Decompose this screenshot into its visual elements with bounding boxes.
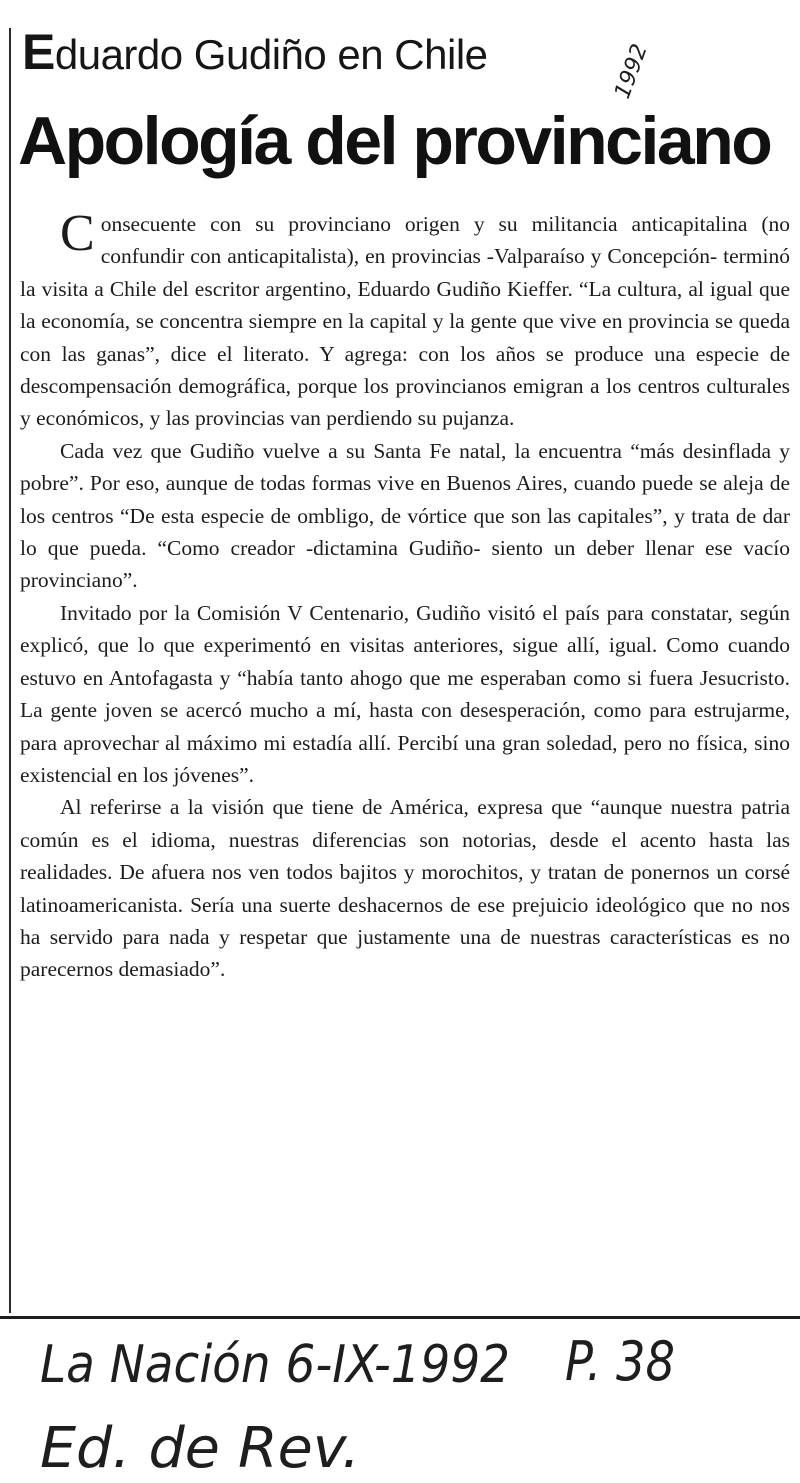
handwritten-source-notes: [0, 1322, 800, 1483]
kicker-text: duardo Gudiño en Chile: [54, 31, 488, 78]
handwritten-source-line: La Nación 6-IX-1992: [40, 1335, 510, 1395]
clipping-bottom-edge: [0, 1316, 800, 1319]
article-body: [20, 205, 790, 986]
left-border-rule: [9, 28, 11, 1313]
drop-cap: C: [60, 205, 95, 262]
paragraph-3: Invitado por la Comisión V Centenario, Gudiño visitó el país para constatar, según explicó, que lo que experimentó en visitas anteriores, sigue allí, igual. Como cuando estuvo en Antofagasta y “había tanto ahogo que me esperaban como si fuera Jesucristo. La gente joven se acercó mucho a mí, hasta con desesperación, como para estrujarme, para aprovechar al máximo mi estadía allí. Percibí una gran soledad, pero no física, sino existencial en los jóvenes”.: [20, 600, 790, 787]
paragraph-1: [20, 205, 790, 435]
paragraph-4: Al referirse a la visión que tiene de América, expresa que “aunque nuestra patria común es el idioma, nuestras diferencias son notorias, desde el acento hasta las realidades. De afuera nos ven todos bajitos y morochitos, y tratan de ponernos un corsé latinoamericanista. Sería una suerte deshacernos de ese prejuicio ideológico que no nos ha servido para nada y respetar que justamente una de nuestras características es no parecernos demasiado”.: [20, 795, 790, 982]
headline: Apología del provinciano: [18, 103, 771, 179]
kicker-initial: E: [22, 24, 55, 80]
paragraph-1-text: onsecuente con su provinciano origen y su militancia anticapitalina (no confundir con anticapitalista), en provincias -Valparaíso y Concepción- terminó la visita a Chile del escritor argentino, Eduardo Gudiño Kieffer. “La cultura, al igual que la economía, se concentra siempre en la capital y la gente que vive en provincia se queda con las ganas”, dice el literato. Y agrega: con los años se produce una especie de descompensación demográfica, porque los provincianos emigran a los centros culturales y económicos, y las provincias van perdiendo su pujanza.: [20, 212, 790, 431]
year-scribble-text: 1992: [610, 40, 653, 103]
handwritten-page-ref: P. 38: [565, 1330, 675, 1393]
paragraph-2: Cada vez que Gudiño vuelve a su Santa Fe natal, la encuentra “más desinflada y pobre”. Por eso, aunque de todas formas vive en Buenos Aires, cuando puede se aleja de los centros “De esta especie de ombligo, de vórtice que son las capitales”, y trata de dar lo que pueda. “Como creador -dictamina Gudiño- siento un deber llenar ese vacío provinciano”.: [20, 438, 790, 593]
handwritten-edition: Ed. de Rev.: [40, 1416, 360, 1481]
kicker-line: [22, 22, 642, 85]
